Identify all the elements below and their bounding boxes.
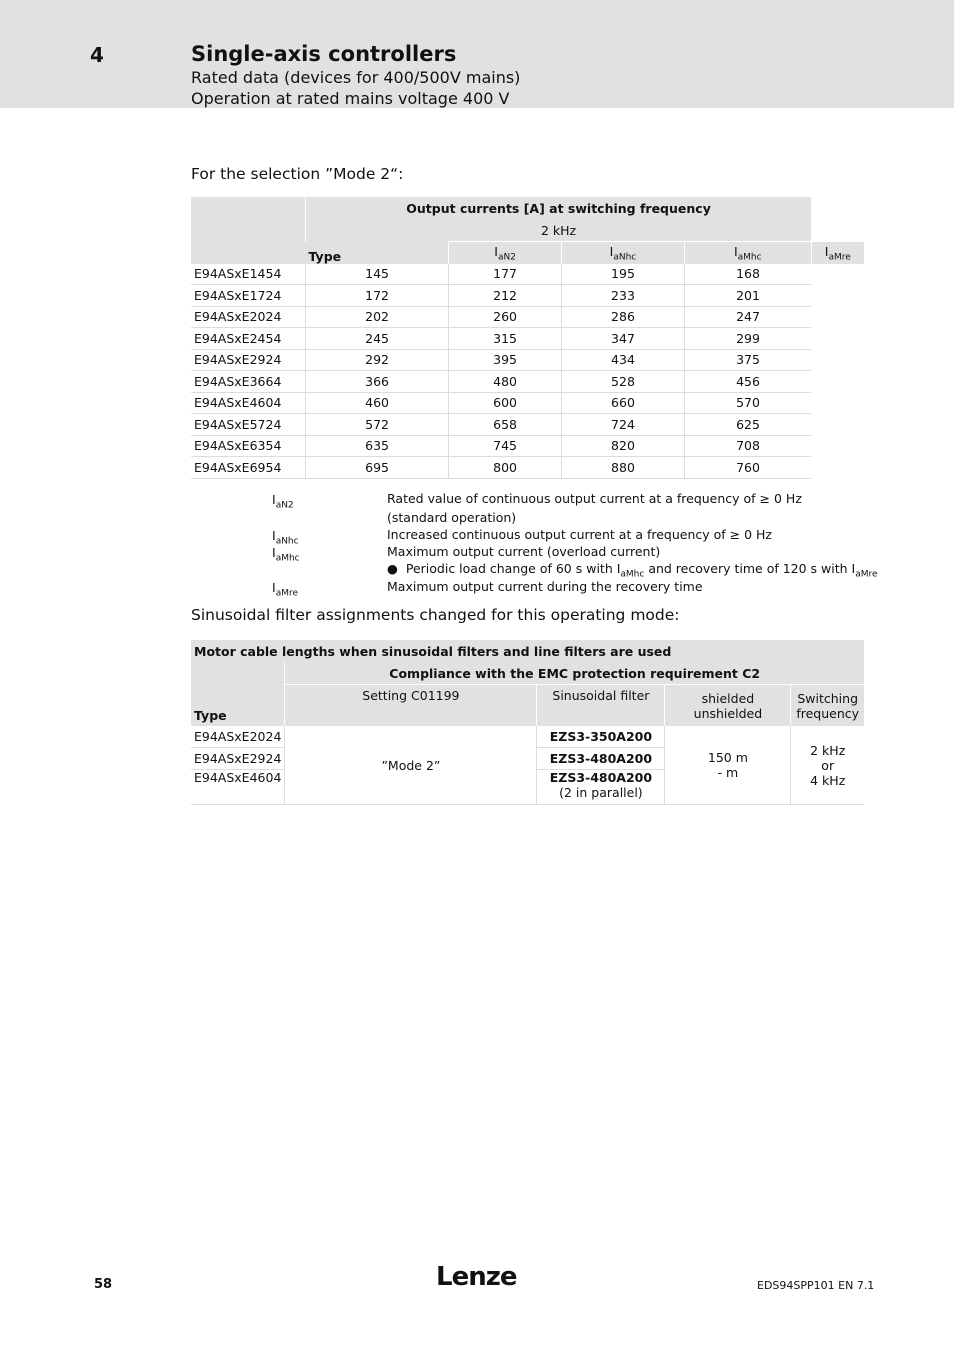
table-row: [191, 328, 864, 350]
value-cell: 880: [562, 457, 685, 479]
value-cell: 800: [449, 457, 562, 479]
value-cell: 286: [562, 306, 685, 328]
cable-type-header: shielded unshielded: [665, 685, 791, 727]
table-row: [191, 457, 864, 479]
type-cell: E94ASxE2924: [191, 349, 306, 371]
legend-bullet: ● Periodic load change of 60 s with $I_{aMhc}$ and recovery time of 120 s with $I_{aMre}$: [387, 561, 878, 580]
filter-cell: EZS3-480A200: [537, 748, 665, 770]
type-cell: E94ASxE6354: [191, 435, 306, 457]
type-cell: E94ASxE2454: [191, 328, 306, 350]
type-cell: E94ASxE3664: [191, 371, 306, 393]
value-cell: 212: [449, 285, 562, 307]
setting-header: Setting C01199: [285, 685, 537, 727]
filter-header: Sinusoidal filter: [537, 685, 665, 727]
value-cell: 724: [562, 414, 685, 436]
lenze-logo: Lenze: [436, 1262, 517, 1292]
value-cell: 202: [306, 306, 449, 328]
value-cell: 247: [684, 306, 811, 328]
legend-symbol-ianhc: $I_{aNhc}$: [272, 528, 299, 547]
type-cell: E94ASxE2024: [191, 306, 306, 328]
value-cell: 745: [449, 435, 562, 457]
value-cell: 570: [684, 392, 811, 414]
value-cell: 245: [306, 328, 449, 350]
emc-group-header: Compliance with the EMC protection requirement C2: [285, 662, 864, 685]
value-cell: 172: [306, 285, 449, 307]
output-currents-table: [191, 197, 864, 479]
col-header-ian2: $I_{aN2}$: [449, 242, 562, 264]
value-cell: 625: [684, 414, 811, 436]
table-row: [191, 285, 864, 307]
setting-cell: ”Mode 2”: [285, 726, 537, 805]
value-cell: 635: [306, 435, 449, 457]
filter-cell: EZS3-480A200 (2 in parallel): [537, 770, 665, 805]
table2-title: Motor cable lengths when sinusoidal filters and line filters are used: [194, 643, 672, 659]
chapter-number: 4: [90, 43, 104, 67]
type-cell: E94ASxE1724: [191, 285, 306, 307]
value-cell: 600: [449, 392, 562, 414]
motor-cable-table: [191, 640, 864, 805]
value-cell: 168: [684, 264, 811, 285]
table-row: [191, 264, 864, 285]
value-cell: 528: [562, 371, 685, 393]
type-cell: E94ASxE1454: [191, 264, 306, 285]
value-cell: 460: [306, 392, 449, 414]
value-cell: 366: [306, 371, 449, 393]
value-cell: 195: [562, 264, 685, 285]
value-cell: 177: [449, 264, 562, 285]
value-cell: 395: [449, 349, 562, 371]
legend-desc-iamhc: Maximum output current (overload current): [387, 544, 661, 559]
value-cell: 375: [684, 349, 811, 371]
value-cell: 145: [306, 264, 449, 285]
legend-desc-ian2-note: (standard operation): [387, 510, 517, 525]
value-cell: 658: [449, 414, 562, 436]
col-header-iamhc: $I_{aMhc}$: [684, 242, 811, 264]
value-cell: 760: [684, 457, 811, 479]
value-cell: 480: [449, 371, 562, 393]
value-cell: 292: [306, 349, 449, 371]
table-row: [191, 414, 864, 436]
table-row: [191, 435, 864, 457]
table-row: [191, 349, 864, 371]
legend-symbol-iamhc: $I_{aMhc}$: [272, 545, 300, 564]
type-cell: E94ASxE2024: [191, 726, 285, 748]
value-cell: 708: [684, 435, 811, 457]
table-row: [191, 392, 864, 414]
type-cell: E94ASxE2924: [191, 748, 285, 770]
value-cell: 820: [562, 435, 685, 457]
type-cell: E94ASxE4604: [191, 770, 285, 805]
legend-desc-ianhc: Increased continuous output current at a frequency of ≥ 0 Hz: [387, 527, 772, 542]
section-subtitle-2: Operation at rated mains voltage 400 V: [191, 89, 510, 108]
frequency-header: 2 kHz: [306, 219, 812, 242]
value-cell: 572: [306, 414, 449, 436]
value-cell: 201: [684, 285, 811, 307]
type-cell: E94ASxE6954: [191, 457, 306, 479]
group-header: Output currents [A] at switching frequency: [306, 197, 812, 219]
filter-cell: EZS3-350A200: [537, 726, 665, 748]
value-cell: 456: [684, 371, 811, 393]
page-number: 58: [94, 1277, 113, 1292]
legend-symbol-iamre: $I_{aMre}$: [272, 580, 299, 599]
chapter-title: Single-axis controllers: [191, 42, 457, 66]
type-cell: E94ASxE5724: [191, 414, 306, 436]
col-header-iamre: $I_{aMre}$: [811, 242, 864, 264]
value-cell: 434: [562, 349, 685, 371]
value-cell: 347: [562, 328, 685, 350]
legend-desc-iamre: Maximum output current during the recovery time: [387, 579, 703, 594]
cable-length-cell: 150 m - m: [665, 726, 791, 805]
value-cell: 233: [562, 285, 685, 307]
type-header: Type: [308, 248, 342, 264]
switching-frequency-cell: 2 kHz or 4 kHz: [791, 726, 864, 805]
switching-header: Switching frequency: [791, 685, 864, 727]
value-cell: 315: [449, 328, 562, 350]
value-cell: 260: [449, 306, 562, 328]
value-cell: 299: [684, 328, 811, 350]
value-cell: 695: [306, 457, 449, 479]
intro-text: For the selection ”Mode 2“:: [191, 165, 404, 183]
type-cell: E94ASxE4604: [191, 392, 306, 414]
table-row: [191, 371, 864, 393]
document-id: EDS94SPP101 EN 7.1: [757, 1279, 875, 1292]
section-subtitle: Rated data (devices for 400/500V mains): [191, 68, 521, 87]
filter-intro-text: Sinusoidal filter assignments changed for this operating mode:: [191, 606, 680, 624]
col-header-ianhc: $I_{aNhc}$: [562, 242, 685, 264]
legend-symbol-ian2: $I_{aN2}$: [272, 492, 294, 511]
legend-desc-ian2: Rated value of continuous output current at a frequency of ≥ 0 Hz: [387, 491, 802, 506]
value-cell: 660: [562, 392, 685, 414]
table-row: [191, 306, 864, 328]
type-header: Type: [194, 708, 227, 723]
bullet-icon: ●: [387, 561, 398, 576]
